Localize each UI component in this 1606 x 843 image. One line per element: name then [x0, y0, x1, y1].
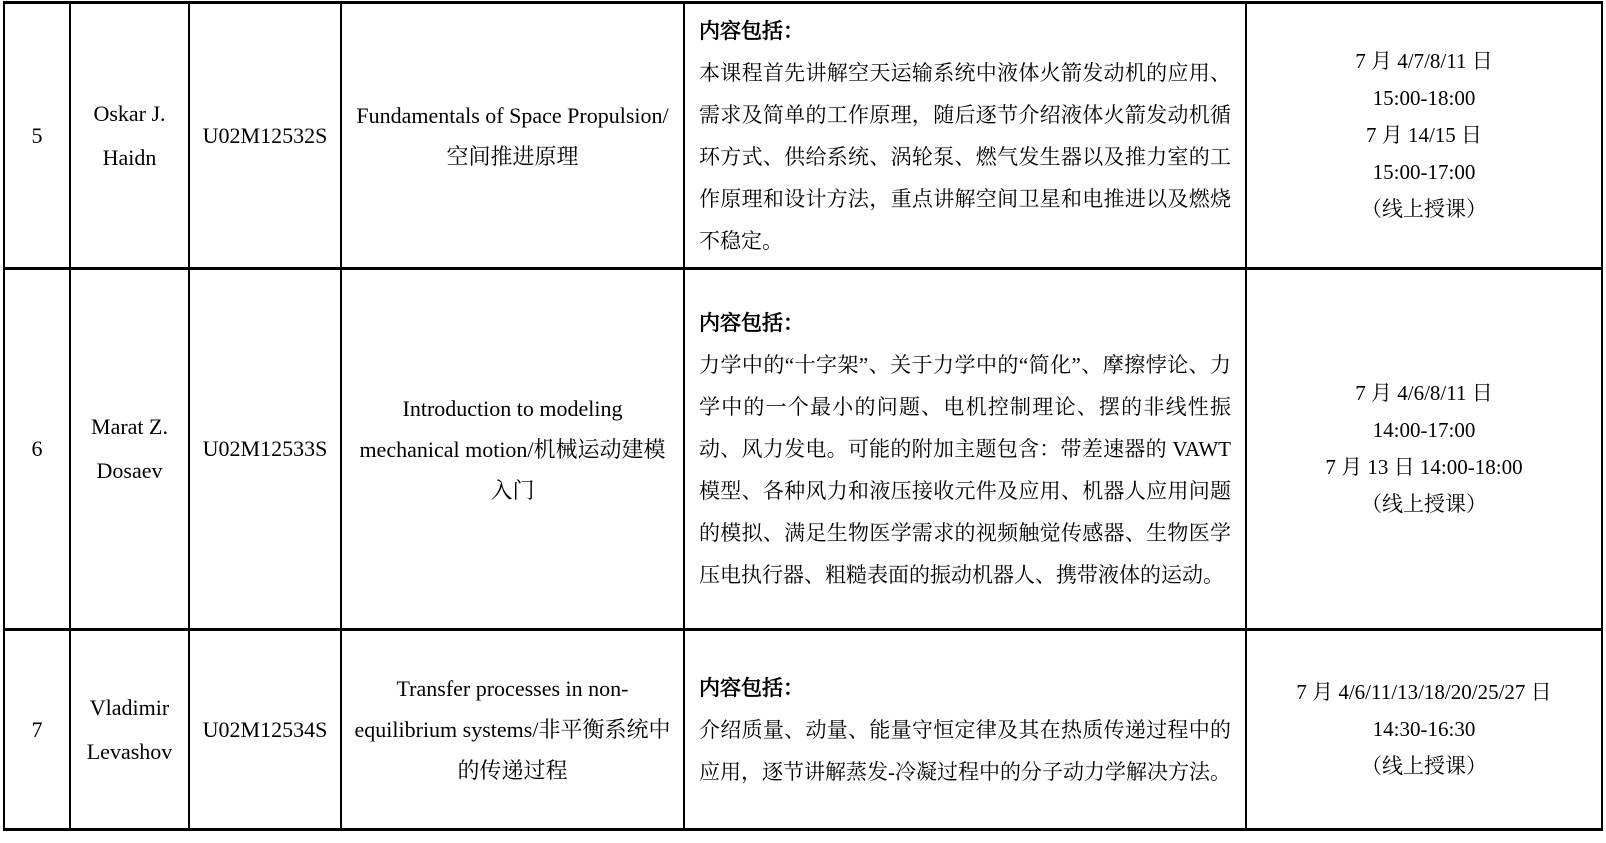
schedule-line: 14:00-17:00 — [1372, 418, 1476, 442]
course-description-cell — [684, 3, 1246, 269]
table-row — [4, 269, 1602, 630]
schedule-line: 7 月 14/15 日 — [1365, 123, 1483, 147]
schedule-line: 15:00-18:00 — [1372, 86, 1476, 110]
instructor-name: Vladimir Levashov — [70, 630, 189, 830]
schedule-line: 14:30-16:30 — [1372, 717, 1476, 741]
content-label: 内容包括： — [699, 675, 804, 700]
course-title: Introduction to modeling mechanical motion/机械运动建模入门 — [341, 269, 684, 630]
course-title: Transfer processes in non-equilibrium systems/非平衡系统中的传递过程 — [341, 630, 684, 830]
instructor-name: Oskar J. Haidn — [70, 3, 189, 269]
content-text: 力学中的“十字架”、关于力学中的“简化”、摩擦悖论、力学中的一个最小的问题、电机控制理论、摆的非线性振动、风力发电。可能的附加主题包含：带差速器的 VAWT 模型、各种风力和液压接收元件及应用、机器人应用问题的模拟、满足生物医学需求的视频触觉传感器、生物医学压电执行器、粗糙表面的振动机器人、携带液体的运动。 — [699, 353, 1231, 587]
course-title: Fundamentals of Space Propulsion/空间推进原理 — [341, 3, 684, 269]
schedule-line: 15:00-17:00 — [1372, 160, 1476, 184]
course-schedule-cell — [1246, 630, 1602, 830]
course-schedule-cell — [1246, 269, 1602, 630]
course-code: U02M12532S — [189, 3, 341, 269]
schedule-line: （线上授课） — [1361, 197, 1487, 221]
table-row — [4, 3, 1602, 269]
course-code: U02M12534S — [189, 630, 341, 830]
row-number: 5 — [4, 3, 70, 269]
schedule-line: （线上授课） — [1361, 492, 1487, 516]
row-number: 7 — [4, 630, 70, 830]
table-row — [4, 630, 1602, 830]
schedule-line: 7 月 13 日 14:00-18:00 — [1325, 455, 1523, 479]
content-label: 内容包括： — [699, 311, 804, 335]
schedule-line: （线上授课） — [1361, 754, 1487, 778]
instructor-name: Marat Z. Dosaev — [70, 269, 189, 630]
course-code: U02M12533S — [189, 269, 341, 630]
content-text: 介绍质量、动量、能量守恒定律及其在热质传递过程中的应用，逐节讲解蒸发-冷凝过程中的分子动力学解决方法。 — [699, 717, 1231, 784]
content-label: 内容包括： — [699, 18, 804, 43]
schedule-line: 7 月 4/7/8/11 日 — [1355, 49, 1493, 73]
schedule-line: 7 月 4/6/11/13/18/20/25/27 日 — [1296, 680, 1552, 704]
schedule-line: 7 月 4/6/8/11 日 — [1355, 381, 1493, 405]
course-description-cell — [684, 630, 1246, 830]
course-description-cell — [684, 269, 1246, 630]
content-text: 本课程首先讲解空天运输系统中液体火箭发动机的应用、需求及简单的工作原理，随后逐节介绍液体火箭发动机循环方式、供给系统、涡轮泵、燃气发生器以及推力室的工作原理和设计方法，重点讲解空间卫星和电推进以及燃烧不稳定。 — [699, 60, 1231, 253]
row-number: 6 — [4, 269, 70, 630]
course-schedule-table — [3, 1, 1603, 831]
course-schedule-cell — [1246, 3, 1602, 269]
